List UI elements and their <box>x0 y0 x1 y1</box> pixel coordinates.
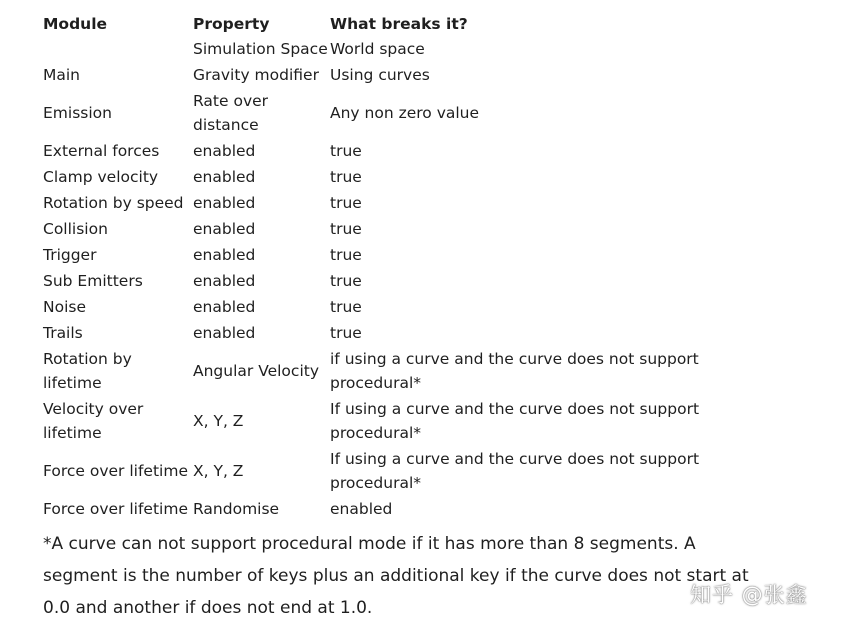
cell-module <box>43 36 193 62</box>
cell-property: enabled <box>193 272 256 290</box>
header-what-breaks-it: What breaks it? <box>330 15 468 33</box>
table-row <box>43 242 710 268</box>
cell-module: Collision <box>43 220 108 238</box>
cell-property: enabled <box>193 298 256 316</box>
cell-breaks: Any non zero value <box>330 104 480 122</box>
table-row <box>43 446 710 496</box>
table-row <box>43 268 710 294</box>
module-table <box>43 10 710 522</box>
cell-module: Trigger <box>43 246 97 264</box>
cell-property: enabled <box>193 168 256 186</box>
table-row <box>43 190 710 216</box>
cell-property: X, Y, Z <box>193 462 244 480</box>
cell-module: Trails <box>43 324 83 342</box>
cell-property: Rate over distance <box>193 92 269 134</box>
cell-property: Gravity modifier <box>193 66 319 84</box>
cell-breaks: true <box>330 272 362 290</box>
cell-property: Simulation Space <box>193 40 328 58</box>
watermark: 知乎 @张鑫 <box>690 583 808 607</box>
table-row <box>43 36 710 62</box>
cell-module: Emission <box>43 104 112 122</box>
table-row <box>43 396 710 446</box>
cell-property: enabled <box>193 194 256 212</box>
table-row <box>43 216 710 242</box>
cell-module: Force over lifetime <box>43 500 188 518</box>
cell-module: Sub Emitters <box>43 272 143 290</box>
header-module: Module <box>43 15 108 33</box>
cell-module: Clamp velocity <box>43 168 159 186</box>
cell-breaks: true <box>330 324 362 342</box>
cell-breaks: true <box>330 220 362 238</box>
cell-breaks: if using a curve and the curve does not support procedural* <box>330 350 699 392</box>
cell-module: Noise <box>43 298 86 316</box>
cell-module: External forces <box>43 142 160 160</box>
cell-breaks: true <box>330 142 362 160</box>
table-row <box>43 138 710 164</box>
cell-property: enabled <box>193 246 256 264</box>
cell-breaks: World space <box>330 40 425 58</box>
cell-breaks: true <box>330 194 362 212</box>
cell-property: enabled <box>193 142 256 160</box>
cell-property: X, Y, Z <box>193 412 244 430</box>
cell-breaks: true <box>330 246 362 264</box>
cell-property: Angular Velocity <box>193 362 319 380</box>
cell-property: enabled <box>193 324 256 342</box>
cell-breaks: enabled <box>330 500 393 518</box>
cell-module: Rotation by lifetime <box>43 350 132 392</box>
cell-breaks: If using a curve and the curve does not support procedural* <box>330 400 700 442</box>
table-row <box>43 346 710 396</box>
cell-property: Randomise <box>193 500 280 518</box>
document-page <box>43 10 833 628</box>
table-row <box>43 320 710 346</box>
table-header-row <box>43 10 710 36</box>
header-property: Property <box>193 15 270 33</box>
table-row <box>43 88 710 138</box>
cell-breaks: true <box>330 298 362 316</box>
table-row <box>43 62 710 88</box>
cell-module: Force over lifetime <box>43 462 188 480</box>
footnote: *A curve can not support procedural mode if it has more than 8 segments. A segment is the number of keys plus an additional key if the curve does not start at 0.0 and another if does not end at 1.0. <box>43 534 749 618</box>
cell-breaks: true <box>330 168 362 186</box>
cell-breaks: Using curves <box>330 66 430 84</box>
table-row <box>43 294 710 320</box>
table-row <box>43 496 710 522</box>
table-row <box>43 164 710 190</box>
cell-module: Rotation by speed <box>43 194 184 212</box>
cell-module: Main <box>43 66 81 84</box>
cell-module: Velocity over lifetime <box>43 400 144 442</box>
cell-breaks: If using a curve and the curve does not support procedural* <box>330 450 700 492</box>
cell-property: enabled <box>193 220 256 238</box>
